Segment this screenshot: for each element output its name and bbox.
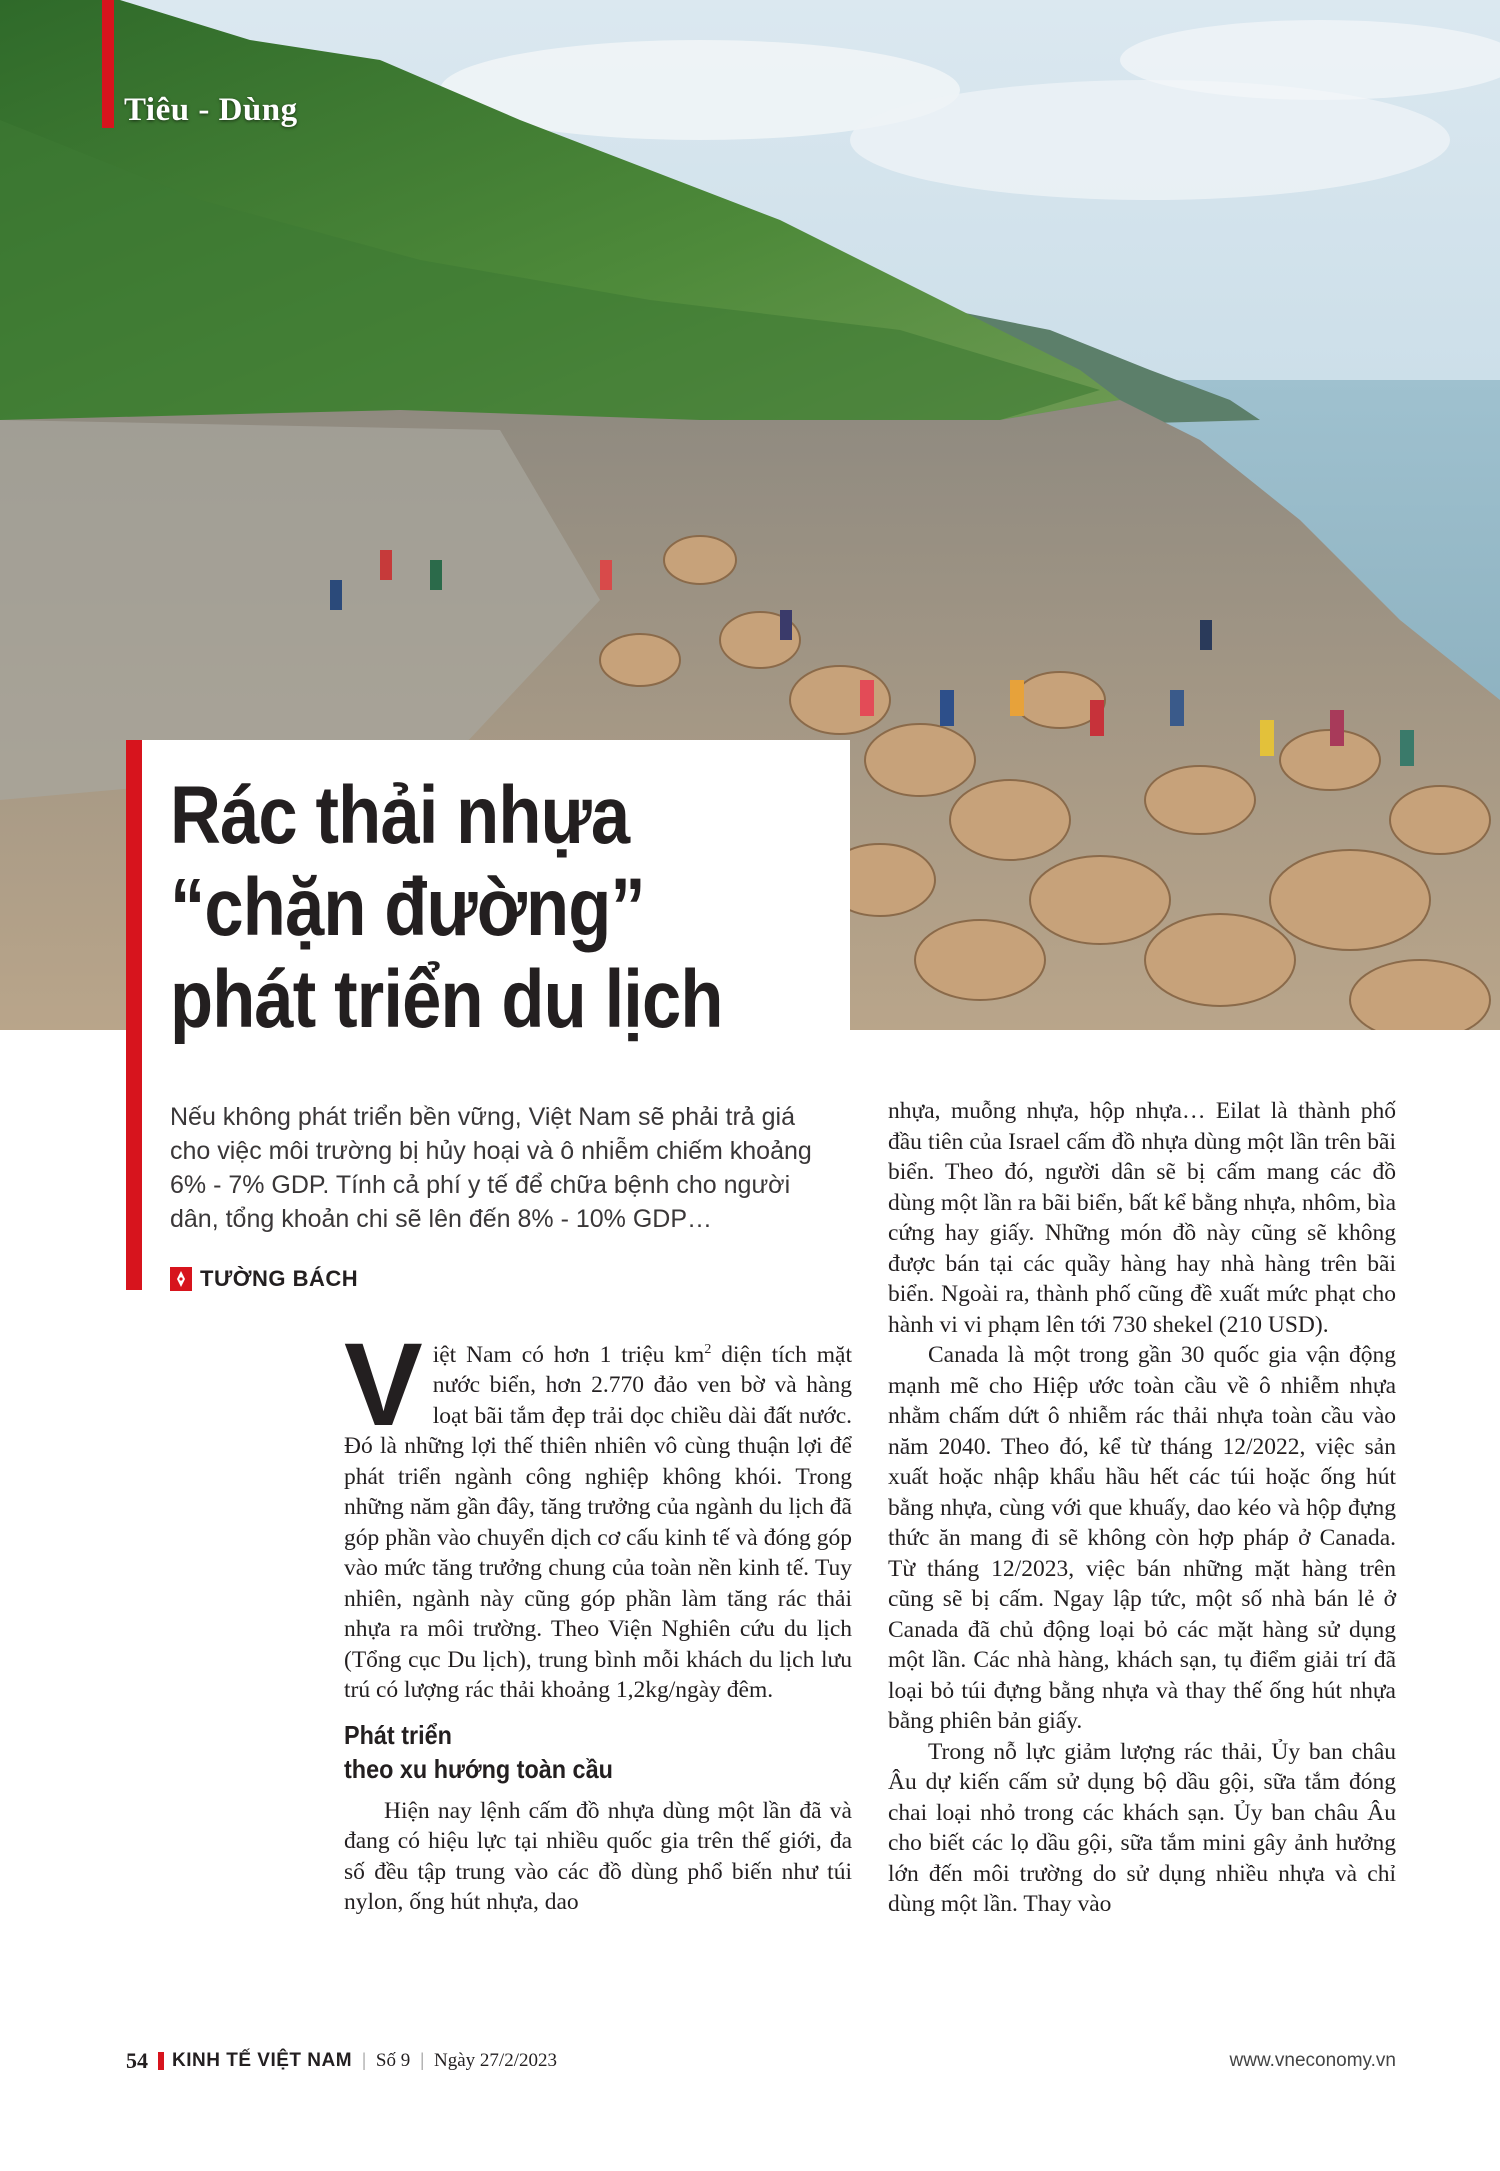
article-column-2 xyxy=(888,1096,1396,1920)
publication-name: KINH TẾ VIỆT NAM xyxy=(172,2050,353,2071)
issue-date: Ngày 27/2/2023 xyxy=(434,2050,557,2071)
paragraph-1-text-b: diện tích mặt nước biển, hơn 2.770 đảo ven bờ và hàng loạt bãi tắm đẹp trải dọc chiều dài đất nước. Đó là những lợi thế thiên nhiên vô cùng thuận lợi để phát triển ngành công nghiệp không khói. Trong những năm gần đây, tăng trưởng của ngành du lịch đã góp phần vào chuyển dịch cơ cấu kinh tế và đóng góp vào mức tăng trưởng chung của toàn nền kinh tế. Tuy nhiên, ngành này cũng góp phần làm tăng rác thải nhựa ra môi trường. Theo Viện Nghiên cứu du lịch (Tổng cục Du lịch), trung bình mỗi khách du lịch lưu trú có lượng rác thải khoảng 1,2kg/ngày đêm. xyxy=(344,1341,853,1704)
title-accent-bar xyxy=(126,740,142,1290)
pen-icon xyxy=(170,1267,192,1291)
section-accent-bar xyxy=(102,0,114,128)
subheading-line-2: theo xu hướng toàn cầu xyxy=(344,1753,613,1784)
section-label: Tiêu - Dùng xyxy=(124,92,298,128)
page-footer xyxy=(126,2046,1396,2076)
headline-line-1: Rác thải nhựa xyxy=(170,770,630,861)
paragraph-1-text-a: iệt Nam có hơn 1 triệu km xyxy=(432,1341,705,1368)
paragraph-2: Hiện nay lệnh cấm đồ nhựa dùng một lần đã và đang có hiệu lực tại nhiều quốc gia trên thế giới, đa số đều tập trung vào các đồ dùng phổ biến như túi nylon, ống hút nhựa, dao xyxy=(344,1797,852,1916)
issue-number: Số 9 xyxy=(375,2050,411,2071)
drop-cap: V xyxy=(344,1319,423,1451)
headline-line-2: “chặn đường” xyxy=(170,862,645,953)
byline xyxy=(170,1264,358,1294)
paragraph-3: nhựa, muỗng nhựa, hộp nhựa… Eilat là thành phố đầu tiên của Israel cấm đồ nhựa dùng một lần trên bãi biển. Theo đó, người dân sẽ bị cấm mang các đồ dùng một lần ra bãi biển, bất kể bằng nhựa, nhôm, bìa cứng hay giấy. Những món đồ này cũng sẽ không được bán tại các quầy hàng hay nhà hàng trên bãi biển. Ngoài ra, thành phố cũng đề xuất mức phạt cho hành vi vi phạm lên tới 730 shekel (210 USD). xyxy=(888,1098,1396,1338)
footer-accent-mark xyxy=(158,2052,164,2070)
footer-separator: | xyxy=(420,2050,425,2071)
headline xyxy=(170,770,755,1046)
website-url: www.vneconomy.vn xyxy=(1229,2050,1396,2071)
paragraph-4: Canada là một trong gần 30 quốc gia vận động mạnh mẽ cho Hiệp ước toàn cầu về ô nhiễm nhựa nhằm chấm dứt ô nhiễm rác thải nhựa toàn cầu vào năm 2040. Theo đó, kể từ tháng 12/2022, việc sản xuất hoặc nhập khẩu hầu hết các túi hoặc ống hút bằng nhựa, cùng với que khuấy, dao kéo và hộp đựng thức ăn mang đi sẽ không còn hợp pháp ở Canada. Từ tháng 12/2023, việc bán những mặt hàng trên cũng sẽ bị cấm. Ngay lập tức, một số nhà bán lẻ ở Canada đã chủ động loại bỏ các mặt hàng sử dụng một lần. Các nhà hàng, khách sạn, tụ điểm giải trí đã loại bỏ túi đựng bằng nhựa và thay thế ống hút nhựa bằng phiên bản giấy. xyxy=(888,1342,1396,1734)
subheading xyxy=(344,1718,801,1786)
subheading-line-1: Phát triển xyxy=(344,1719,452,1750)
superscript: 2 xyxy=(704,1342,712,1357)
author-name: TƯỜNG BÁCH xyxy=(200,1266,359,1291)
page-number: 54 xyxy=(126,2048,148,2073)
headline-line-3: phát triển du lịch xyxy=(170,954,723,1045)
footer-separator: | xyxy=(362,2050,366,2071)
paragraph-5: Trong nỗ lực giảm lượng rác thải, Ủy ban châu Âu dự kiến cấm sử dụng bộ dầu gội, sữa tắm đóng chai loại nhỏ trong các khách sạn. Ủy ban châu Âu cho biết các lọ dầu gội, sữa tắm mini gây ảnh hưởng lớn đến môi trường do sử dụng nhiều nhựa và chỉ dùng một lần. Thay vào xyxy=(888,1738,1396,1917)
article-column-1 xyxy=(344,1319,853,1918)
lede: Nếu không phát triển bền vững, Việt Nam sẽ phải trả giá cho việc môi trường bị hủy hoại và ô nhiễm chiếm khoảng 6% - 7% GDP. Tính cả phí y tế để chữa bệnh cho người dân, tổng khoản chi sẽ lên đến 8% - 10% GDP… xyxy=(170,1103,812,1233)
paragraph-1 xyxy=(344,1319,853,1706)
